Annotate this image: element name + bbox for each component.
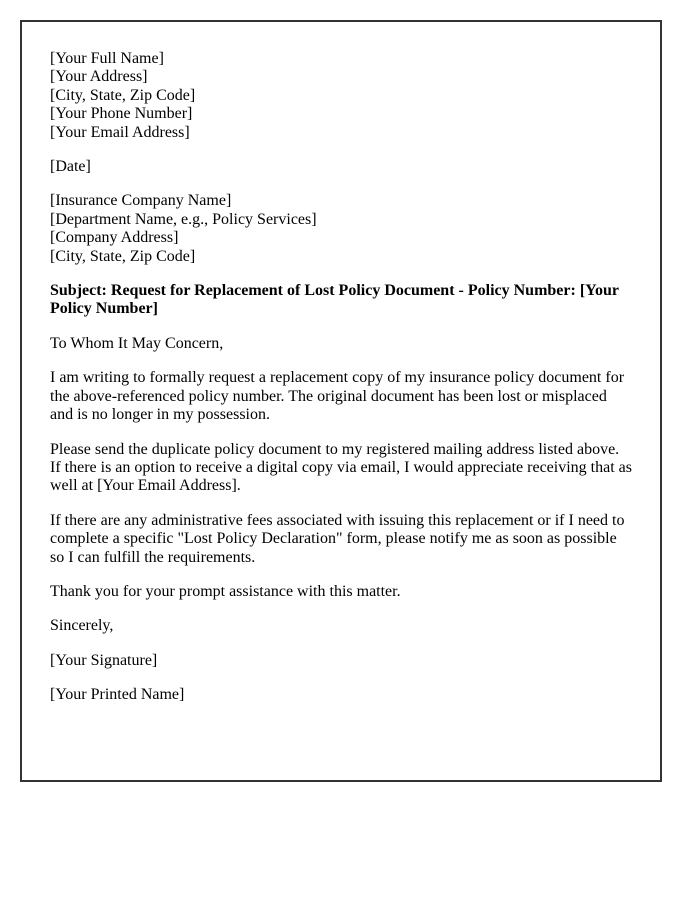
- sender-phone-placeholder: [Your Phone Number]: [50, 105, 193, 123]
- sender-address-block: [50, 50, 632, 142]
- recipient-address-block: [50, 192, 632, 266]
- signature-placeholder: [Your Signature]: [50, 651, 158, 669]
- date-placeholder: [Date]: [50, 158, 91, 176]
- recipient-city-state-zip-placeholder: [City, State, Zip Code]: [50, 247, 196, 265]
- body-paragraph-4: Thank you for your prompt assistance with this matter.: [50, 582, 401, 600]
- body-paragraph-3: If there are any administrative fees associated with issuing this replacement or if I need to complete a specific "Lost Policy Declaration" form, please notify me as soon as possible so I can fulfill the requirements.: [50, 511, 625, 566]
- sender-city-state-zip-placeholder: [City, State, Zip Code]: [50, 86, 196, 104]
- recipient-company-placeholder: [Insurance Company Name]: [50, 192, 232, 210]
- recipient-address-placeholder: [Company Address]: [50, 229, 179, 247]
- letter-document: [20, 20, 662, 782]
- printed-name-placeholder: [Your Printed Name]: [50, 686, 185, 704]
- body-paragraph-2: Please send the duplicate policy document to my registered mailing address listed above. If there is an option to receive a digital copy via email, I would appreciate receiving that as well at [Your Email Address].: [50, 440, 632, 495]
- sender-address-placeholder: [Your Address]: [50, 68, 148, 86]
- subject-line: Subject: Request for Replacement of Lost Policy Document - Policy Number: [Your Policy Number]: [50, 282, 619, 318]
- recipient-department-placeholder: [Department Name, e.g., Policy Services]: [50, 210, 317, 228]
- closing: Sincerely,: [50, 617, 114, 635]
- sender-email-placeholder: [Your Email Address]: [50, 123, 190, 141]
- salutation: To Whom It May Concern,: [50, 334, 224, 352]
- sender-name-placeholder: [Your Full Name]: [50, 50, 164, 67]
- body-paragraph-1: I am writing to formally request a replacement copy of my insurance policy document for the above-referenced policy number. The original document has been lost or misplaced and is no longer in my possession.: [50, 369, 625, 424]
